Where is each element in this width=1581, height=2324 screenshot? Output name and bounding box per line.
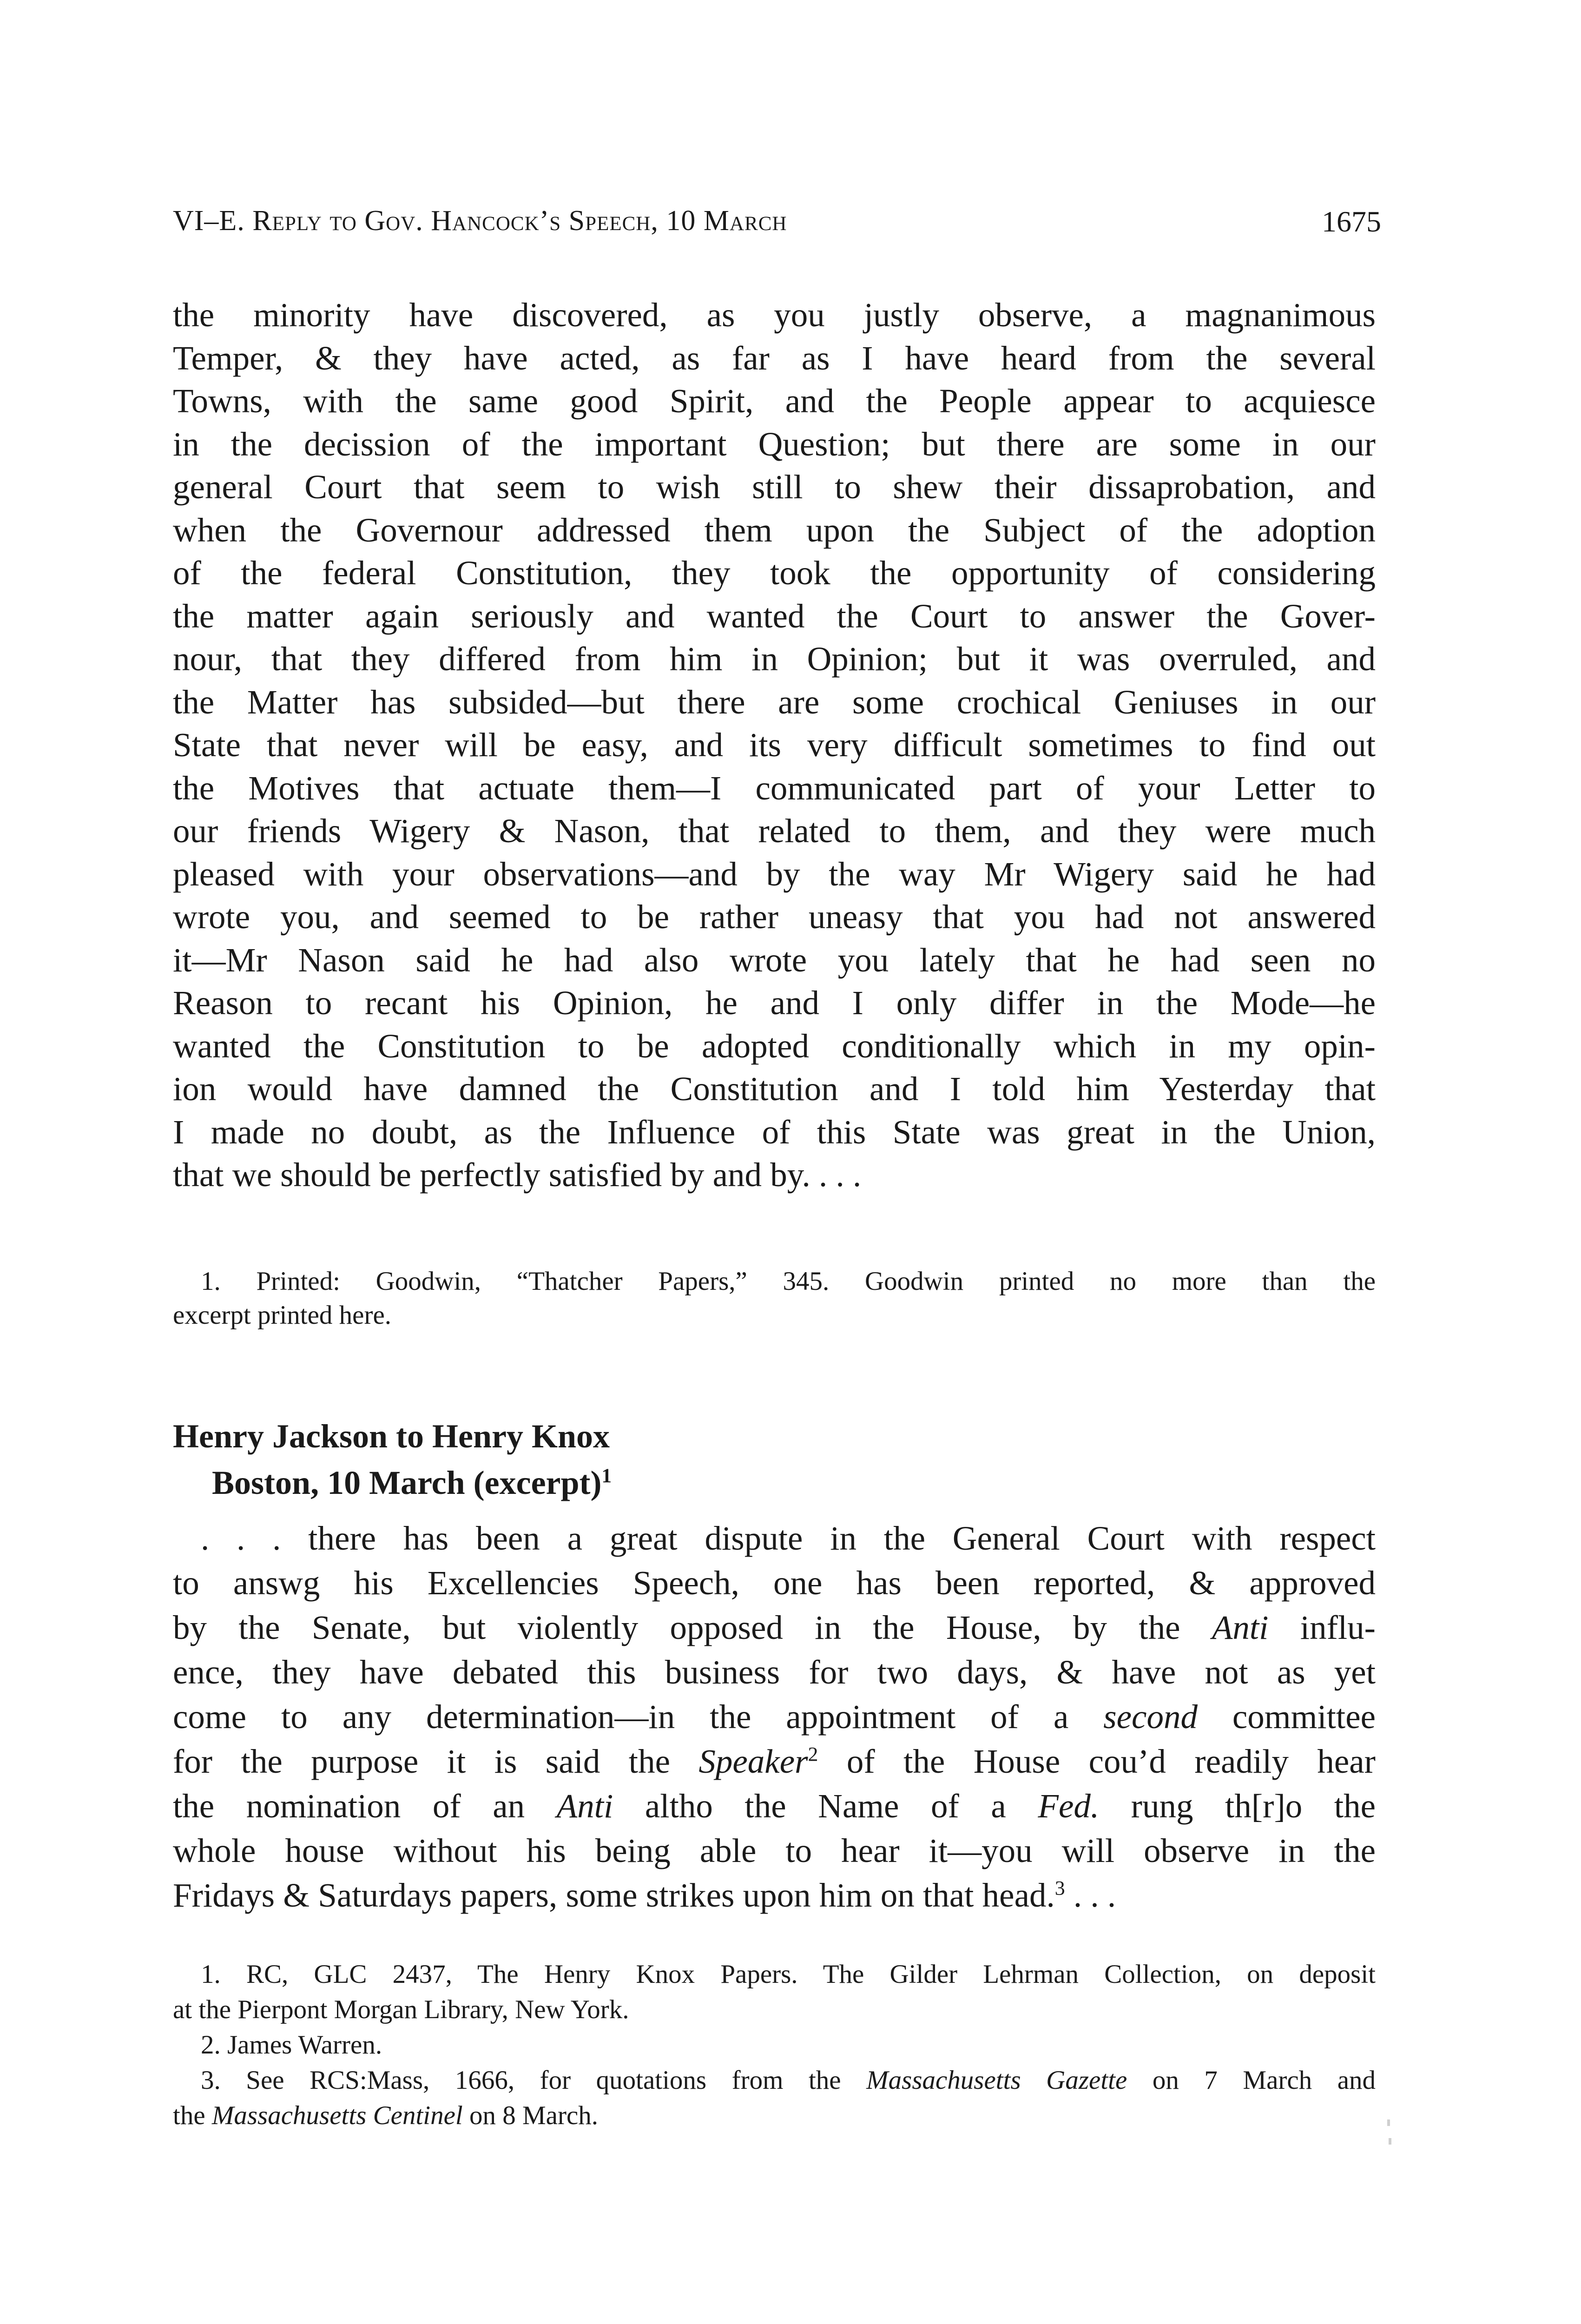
document-heading [173,1413,612,1506]
text-run: for the purpose it is said the [173,1743,699,1780]
text-run: 3. See RCS:Mass, 1666, for quotations from the [201,2066,867,2095]
running-title-smallcaps: Reply to Gov. Hancock’s Speech, 10 March [252,205,787,237]
text-line: nour, that they differed from him in Opinion; but it was overruled, and [173,640,1376,678]
text-line: to answg his Excellencies Speech, one has been reported, & approved [173,1564,1376,1602]
text-line: the Matter has subsided—but there are some crochical Geniuses in our [173,683,1376,721]
footnote-line: excerpt printed here. [173,1301,391,1330]
italic-run: Fed. [1038,1787,1100,1825]
continued-letter-text [173,294,1376,1197]
scan-speck [1387,2119,1390,2126]
footnote-block-1 [173,1264,1376,1332]
text-line: the matter again seriously and wanted the Court to answer the Gover- [173,597,1376,635]
text-line [173,1873,1376,1918]
text-line: Temper, & they have acted, as far as I have heard from the several [173,339,1376,377]
text-run: altho the Name of a [613,1787,1038,1825]
text-line: the minority have discovered, as you justly observe, a magnanimous [173,296,1376,334]
italic-run: second [1103,1698,1198,1736]
footnote-ref: 2 [808,1743,818,1766]
text-run: on 8 March. [462,2101,599,2130]
scan-speck [1389,2138,1391,2145]
text-line: when the Governour addressed them upon the Subject of the adoption [173,511,1376,549]
footnote-line: 1. RC, GLC 2437, The Henry Knox Papers. The Gilder Lehrman Collection, on deposit [201,1960,1376,1989]
text-line [173,1739,1376,1784]
text-line: of the federal Constitution, they took the opportunity of considering [173,554,1376,592]
text-line: in the decission of the important Question; but there are some in our [173,425,1376,463]
text-line: the Motives that actuate them—I communicated part of your Letter to [173,769,1376,807]
letter-excerpt [173,1516,1376,1918]
text-run: . . . [1065,1876,1116,1914]
text-run: the [173,2101,212,2130]
footnote-block-2 [173,1957,1376,2133]
text-line: pleased with your observations—and by the way Mr Wigery said he had [173,855,1376,893]
running-header [173,205,1381,260]
italic-run: Massachusetts Centinel [211,2101,463,2130]
text-run: Fridays & Saturdays papers, some strikes upon him on that head. [173,1876,1055,1914]
page-number: 1675 [1322,205,1381,238]
text-line: Towns, with the same good Spirit, and the People appear to acquiesce [173,382,1376,420]
text-run: by the Senate, but violently opposed in the House, by the [173,1609,1212,1646]
text-line: that we should be perfectly satisfied by and by. . . . [173,1156,862,1194]
text-line [173,1605,1376,1650]
dateline-text: Boston, 10 March (excerpt) [212,1464,602,1501]
text-run: committee [1197,1698,1376,1736]
text-line: it—Mr Nason said he had also wrote you lately that he had seen no [173,941,1376,979]
text-line [173,1784,1376,1829]
text-line: State that never will be easy, and its very difficult sometimes to find out [173,726,1376,764]
text-line: wrote you, and seemed to be rather uneasy that you had not answered [173,898,1376,936]
italic-run: Anti [556,1787,613,1825]
running-title [173,205,787,238]
text-line: general Court that seem to wish still to shew their dissaprobation, and [173,468,1376,506]
footnote-line: 1. Printed: Goodwin, “Thatcher Papers,” 345. Goodwin printed no more than the [201,1267,1376,1296]
footnote-ref: 3 [1054,1877,1065,1900]
footnote-line: 2. James Warren. [201,2030,382,2060]
text-line: our friends Wigery & Nason, that related to them, and they were much [173,812,1376,850]
text-line [173,1695,1376,1739]
footnote-ref: 1 [601,1465,612,1487]
text-line: ion would have damned the Constitution and I told him Yesterday that [173,1070,1376,1108]
text-line: wanted the Constitution to be adopted conditionally which in my opin- [173,1027,1376,1065]
italic-run: Speaker [698,1743,808,1780]
text-line: . . . there has been a great dispute in the General Court with respect [201,1519,1376,1557]
text-line: whole house without his being able to hear it—you will observe in the [173,1832,1376,1869]
footnote-line [173,2098,1376,2133]
text-run: influ- [1268,1609,1376,1646]
italic-run: Massachusetts Gazette [866,2066,1127,2095]
text-run: on 7 March and [1127,2066,1376,2095]
document-title: Henry Jackson to Henry Knox [173,1418,610,1455]
footnote-line: at the Pierpont Morgan Library, New York. [173,1995,629,2024]
text-line: I made no doubt, as the Influence of this State was great in the Union, [173,1113,1376,1151]
footnote-line [173,2063,1376,2098]
text-run: come to any determination—in the appointment of a [173,1698,1104,1736]
text-run: of the House cou’d readily hear [818,1743,1376,1780]
italic-run: Anti [1212,1609,1269,1646]
text-line: ence, they have debated this business for two days, & have not as yet [173,1653,1376,1691]
running-title-prefix: VI–E. [173,205,253,237]
text-run: rung th[r]o the [1099,1787,1376,1825]
text-line: Reason to recant his Opinion, he and I only differ in the Mode—he [173,984,1376,1022]
document-dateline [173,1459,612,1506]
text-run: the nomination of an [173,1787,557,1825]
